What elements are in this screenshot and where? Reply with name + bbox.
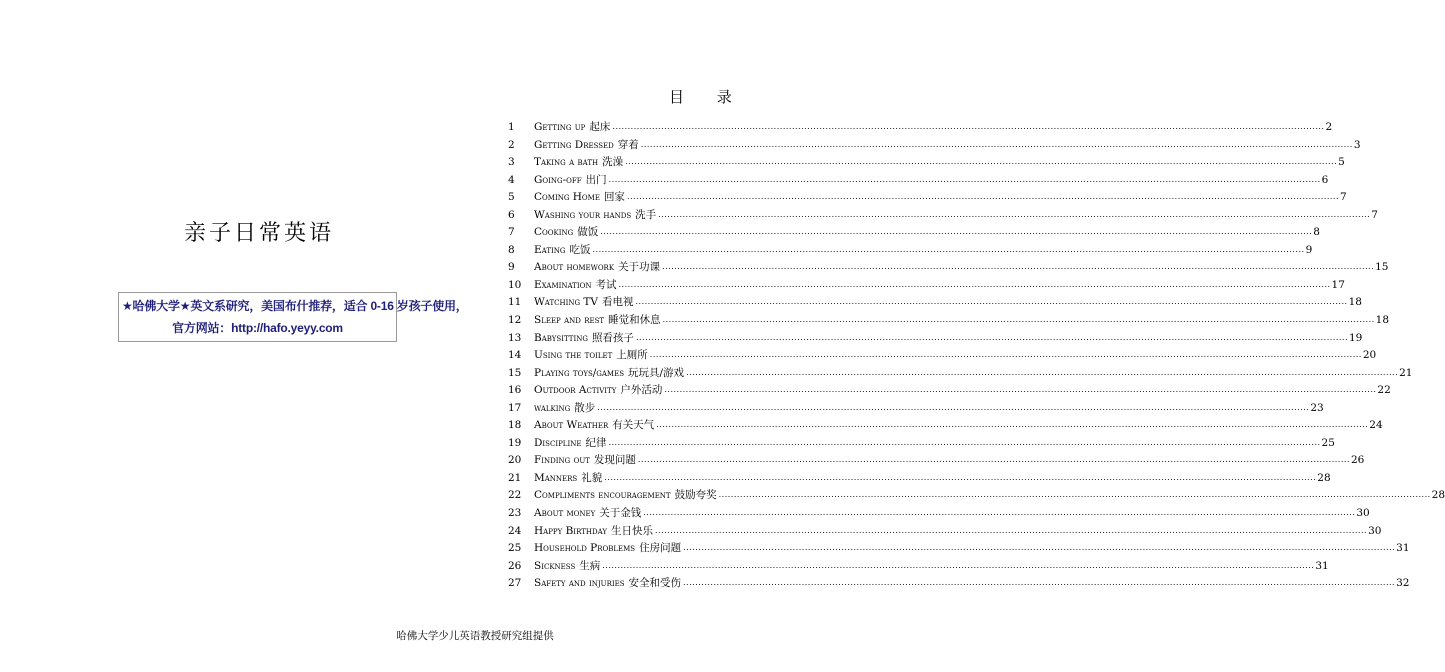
toc-entry-page-number: 31: [1396, 542, 1410, 555]
toc-leader-dots: [597, 399, 1309, 417]
toc-leader-dots: [656, 416, 1368, 434]
toc-heading: 目 录: [669, 88, 746, 106]
toc-leader-dots: [608, 434, 1320, 452]
toc-entry[interactable]: [508, 294, 1362, 312]
toc-entry-english-title: Finding out: [534, 454, 590, 467]
toc-leader-dots: [636, 329, 1348, 347]
toc-leader-dots: [664, 381, 1376, 399]
toc-entry-english-title: Happy Birthday: [534, 524, 607, 537]
toc-entry-number: 2: [508, 138, 515, 151]
toc-entry-page-number: 21: [1399, 366, 1413, 379]
toc-entry[interactable]: [508, 277, 1345, 295]
toc-entry[interactable]: [508, 558, 1329, 576]
toc-leader-dots: [593, 241, 1305, 259]
toc-entry-number: 13: [508, 331, 522, 344]
toc-entry[interactable]: [508, 330, 1363, 348]
toc-entry-chinese-title: 洗手: [635, 208, 657, 221]
toc-entry-number: 20: [508, 454, 522, 467]
toc-entry-chinese-title: 有关天气: [612, 419, 655, 432]
toc-entry-english-title: About money: [534, 507, 596, 520]
toc-entry-page-number: 18: [1375, 314, 1390, 327]
toc-entry-english-title: Safety and injuries: [534, 577, 625, 590]
toc-entry-number: 17: [508, 401, 522, 414]
toc-entry-english-title: Sleep and rest: [534, 314, 605, 327]
toc-entry-english-title: Watching TV: [534, 296, 598, 309]
toc-entry-number: 11: [508, 296, 522, 309]
toc-entry-english-title: About Weather: [534, 419, 609, 432]
toc-entry-number: 14: [508, 349, 522, 362]
toc-entry-page-number: 17: [1331, 278, 1345, 291]
toc-entry-page-number: 19: [1349, 331, 1363, 344]
toc-entry-number: 3: [508, 156, 515, 169]
toc-entry-page-number: 3: [1353, 138, 1361, 151]
toc-entry-number: 21: [508, 471, 522, 484]
toc-entry-page-number: 23: [1310, 401, 1324, 414]
toc-entry-page-number: 18: [1348, 296, 1362, 309]
toc-leader-dots: [600, 223, 1312, 241]
toc-entry-english-title: Cooking: [534, 226, 574, 239]
toc-entry-page-number: 20: [1362, 349, 1377, 362]
toc-entry-chinese-title: 上厕所: [616, 349, 648, 362]
toc-leader-dots: [636, 293, 1348, 311]
toc-entry-number: 6: [508, 208, 515, 221]
toc-entry[interactable]: [508, 505, 1370, 523]
toc-entry-page-number: 6: [1321, 173, 1329, 186]
toc-entry[interactable]: [508, 365, 1413, 383]
toc-entry-number: 7: [508, 226, 515, 239]
toc-entry[interactable]: [508, 224, 1320, 242]
toc-entry-english-title: Manners: [534, 471, 578, 484]
toc-entry-page-number: 28: [1317, 471, 1331, 484]
promo-line-1: ★哈佛大学★英文系研究，美国布什推荐，适合 0-16 岁孩子使用，: [122, 299, 468, 313]
toc-entry-number: 22: [508, 489, 522, 502]
toc-entry-chinese-title: 做饭: [577, 226, 599, 239]
toc-entry-number: 27: [508, 577, 522, 590]
toc-entry-chinese-title: 出门: [585, 173, 607, 186]
toc-entry[interactable]: [508, 154, 1345, 172]
toc-entry-chinese-title: 住房问题: [639, 542, 682, 555]
toc-entry-chinese-title: 纪律: [585, 436, 607, 449]
promo-box[interactable]: [118, 292, 468, 342]
toc-entry-english-title: Coming Home: [534, 191, 600, 204]
toc-leader-dots: [663, 311, 1375, 329]
toc-entry-english-title: Household Problems: [534, 542, 636, 555]
toc-leader-dots: [719, 486, 1431, 504]
toc-entry-number: 12: [508, 314, 522, 327]
toc-entry-chinese-title: 回家: [603, 191, 625, 204]
toc-entry-number: 4: [508, 173, 515, 186]
toc-entry-number: 26: [508, 559, 522, 572]
toc-entry-english-title: Examination: [534, 278, 592, 291]
toc-entry[interactable]: [508, 400, 1324, 418]
cover-title: 亲子日常英语: [184, 221, 335, 246]
toc-entry[interactable]: [508, 242, 1313, 260]
toc-entry-english-title: Taking a bath: [534, 156, 599, 169]
toc-entry-page-number: 31: [1315, 559, 1329, 572]
toc-entry-chinese-title: 户外活动: [620, 384, 663, 397]
toc-entry[interactable]: [508, 347, 1377, 365]
toc-entry-chinese-title: 鼓励夸奖: [674, 489, 717, 502]
toc-entry-chinese-title: 起床: [589, 121, 611, 133]
toc-entry-number: 24: [508, 524, 522, 537]
toc-entry-english-title: Getting Dressed: [534, 138, 614, 151]
page-footer: 哈佛大学少儿英语教授研究组提供: [396, 630, 554, 642]
toc-entry[interactable]: [508, 189, 1347, 207]
toc-leader-dots: [650, 346, 1362, 364]
toc-leader-dots: [625, 153, 1337, 171]
toc-entry-number: 16: [508, 384, 522, 397]
toc-entry[interactable]: [508, 540, 1410, 558]
toc-entry-chinese-title: 看电视: [602, 296, 634, 309]
toc-entry-chinese-title: 睡觉和休息: [608, 314, 661, 327]
toc-entry-chinese-title: 散步: [574, 401, 596, 414]
toc-entry-english-title: About homework: [534, 261, 615, 274]
toc-entry[interactable]: [508, 382, 1391, 400]
toc-entry-number: 18: [508, 419, 522, 432]
toc-leader-dots: [638, 451, 1350, 469]
toc-leader-dots: [643, 504, 1355, 522]
toc-entry-english-title: Sickness: [534, 559, 576, 572]
toc-entry[interactable]: [508, 172, 1329, 190]
toc-entry-english-title: Babysitting: [534, 331, 588, 344]
toc-entry-page-number: 32: [1396, 577, 1410, 590]
toc-entry[interactable]: [508, 207, 1378, 225]
toc-entry-english-title: Going-off: [534, 173, 582, 186]
toc-leader-dots: [662, 258, 1374, 276]
toc-entry-english-title: Discipline: [534, 436, 582, 449]
toc-entry[interactable]: [508, 487, 1445, 505]
toc-entry-number: 19: [508, 436, 522, 449]
toc-entry-number: 5: [508, 191, 515, 204]
toc-entry-chinese-title: 关于功课: [618, 261, 661, 274]
toc-entry[interactable]: [508, 470, 1331, 488]
toc-entry-page-number: 15: [1375, 261, 1389, 274]
toc-entry-english-title: Using the toilet: [534, 349, 613, 362]
toc-entry-chinese-title: 洗澡: [602, 156, 624, 169]
toc-entry-chinese-title: 安全和受伤: [628, 577, 682, 590]
toc-entry-page-number: 24: [1369, 419, 1383, 432]
toc-leader-dots: [641, 136, 1353, 154]
toc-list: [508, 119, 1445, 593]
toc-entry-page-number: 30: [1368, 524, 1382, 537]
toc-leader-dots: [604, 469, 1316, 487]
toc-entry-english-title: Washing your hands: [534, 208, 632, 221]
toc-entry-page-number: 2: [1325, 121, 1333, 133]
toc-entry-chinese-title: 发现问题: [593, 454, 636, 467]
toc-leader-dots: [602, 557, 1314, 575]
toc-leader-dots: [683, 539, 1395, 557]
toc-entry-page-number: 30: [1356, 507, 1370, 520]
toc-entry-chinese-title: 考试: [595, 278, 617, 291]
toc-entry[interactable]: [508, 452, 1365, 470]
toc-entry-page-number: 8: [1313, 226, 1320, 239]
toc-entry-english-title: Outdoor Activity: [534, 384, 617, 397]
toc-entry-chinese-title: 吃饭: [569, 243, 591, 256]
toc-entry[interactable]: [508, 523, 1382, 541]
toc-leader-dots: [683, 574, 1395, 592]
toc-entry-english-title: walking: [534, 401, 571, 414]
toc-entry-english-title: Compliments encouragement: [534, 489, 671, 502]
toc-entry-page-number: 7: [1371, 208, 1378, 221]
toc-entry-number: 8: [508, 243, 515, 256]
toc-entry-chinese-title: 生日快乐: [611, 524, 653, 537]
toc-entry[interactable]: [508, 417, 1383, 435]
toc-entry-page-number: 7: [1340, 191, 1347, 204]
toc-leader-dots: [627, 188, 1339, 206]
toc-entry-chinese-title: 礼貌: [581, 471, 603, 484]
toc-entry-number: 25: [508, 542, 522, 555]
toc-entry[interactable]: [508, 259, 1389, 277]
toc-leader-dots: [686, 364, 1398, 382]
toc-entry-number: 9: [508, 261, 515, 274]
toc-entry-number: 23: [508, 507, 522, 520]
toc-leader-dots: [655, 522, 1367, 540]
toc-entry-number: 1: [508, 121, 515, 133]
toc-entry-chinese-title: 玩玩具/游戏: [628, 366, 685, 379]
toc-entry-page-number: 9: [1305, 243, 1313, 256]
toc-leader-dots: [609, 171, 1321, 189]
toc-entry-page-number: 5: [1338, 156, 1345, 169]
toc-entry-page-number: 22: [1377, 384, 1391, 397]
toc-entry-page-number: 28: [1431, 489, 1445, 502]
toc-entry-english-title: Playing toys/games: [534, 366, 625, 379]
toc-entry[interactable]: [508, 575, 1410, 593]
toc-entry-number: 10: [508, 278, 522, 291]
toc-entry-english-title: Getting up: [534, 121, 586, 133]
toc-entry[interactable]: [508, 435, 1335, 453]
promo-website-link[interactable]: 官方网站：http://hafo.yeyy.com: [172, 321, 343, 335]
toc-entry-english-title: Eating: [534, 243, 566, 256]
toc-entry-page-number: 26: [1350, 454, 1365, 467]
toc-entry[interactable]: [508, 312, 1390, 330]
toc-leader-dots: [612, 118, 1324, 136]
toc-entry[interactable]: [508, 137, 1361, 155]
toc-entry[interactable]: [508, 119, 1333, 137]
toc-entry-number: 15: [508, 366, 522, 379]
toc-leader-dots: [618, 276, 1330, 294]
toc-entry-chinese-title: 生病: [579, 559, 601, 572]
toc-entry-page-number: 25: [1321, 436, 1335, 449]
toc-entry-chinese-title: 关于金钱: [599, 507, 642, 520]
toc-entry-chinese-title: 照看孩子: [591, 331, 634, 344]
toc-entry-chinese-title: 穿着: [617, 138, 639, 151]
toc-leader-dots: [658, 206, 1370, 224]
